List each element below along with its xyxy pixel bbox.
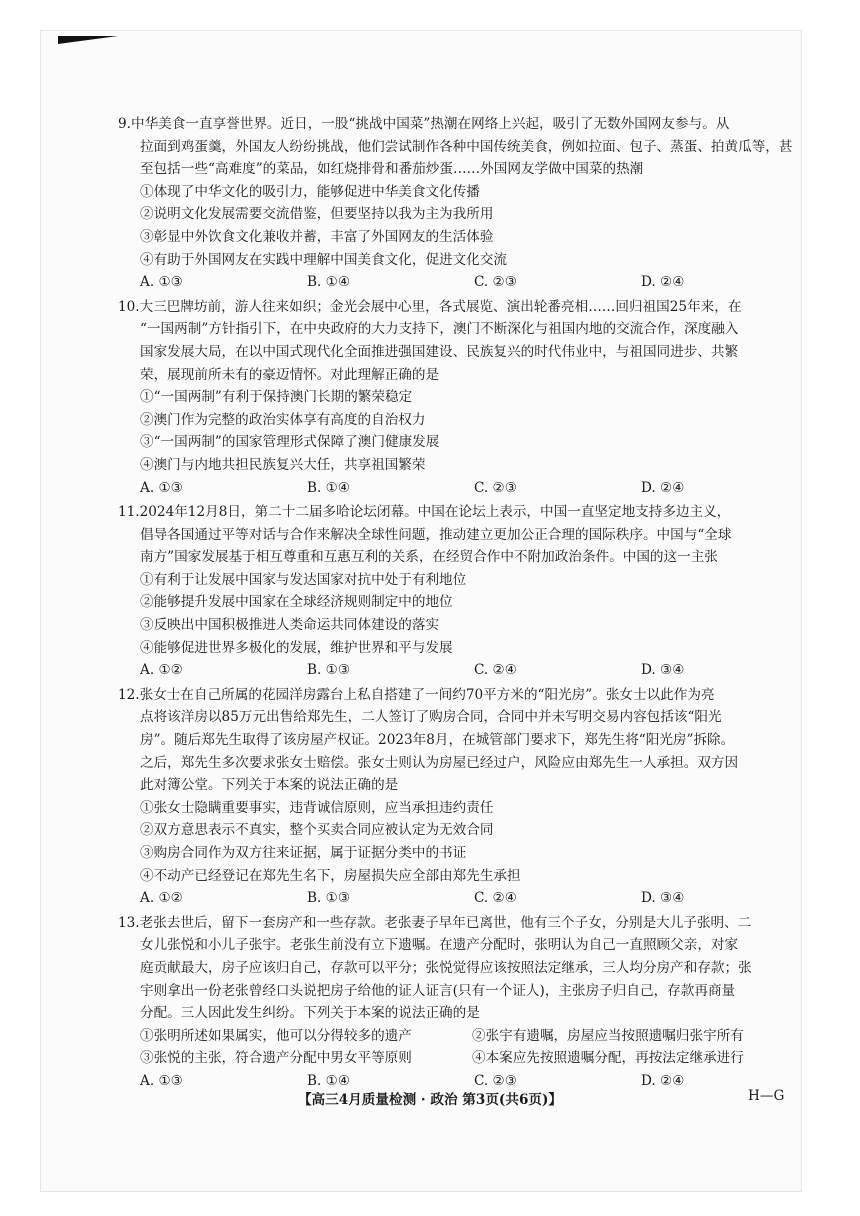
question-11 [118, 501, 808, 682]
choice-d: D. ②④ [641, 479, 685, 496]
option-2: ②双方意思表示不真实，整个买卖合同应被认定为无效合同 [140, 822, 494, 839]
answer-choices [118, 271, 808, 294]
question-12 [118, 684, 808, 910]
stem-line: “一国两制”方针指引下，在中央政府的大力支持下，澳门不断深化与祖国内地的交流合作，深度融入 [140, 321, 739, 338]
stem-line: 荣，展现前所未有的豪迈情怀。对此理解正确的是 [140, 366, 440, 383]
stem-line: 点将该洋房以85万元出售给郑先生，二人签订了购房合同，合同中并未写明交易内容包括该“阳光 [140, 709, 722, 726]
option-3: ③购房合同作为双方往来证据，属于证据分类中的书证 [140, 845, 467, 861]
option-4: ④澳门与内地共担民族复兴大任，共享祖国繁荣 [140, 456, 426, 473]
question-stem: 13.老张去世后，留下一套房产和一些存款。老张妻子早年已离世，他有三个子女，分别是大儿子张明、二 [118, 914, 752, 931]
choice-a: A. ①③ [140, 479, 183, 496]
choice-c: C. ②③ [474, 479, 517, 496]
option-4: ④本案应先按照遗嘱分配，再按法定继承进行 [472, 1050, 744, 1067]
option-4: ④有助于外国网友在实践中理解中国美食文化，促进文化交流 [140, 251, 508, 268]
answer-choices [118, 887, 808, 910]
answer-choices [118, 659, 808, 682]
stem-line: 之后，郑先生多次要求张女士赔偿。张女士则认为房屋已经过户，风险应由郑先生一人承担。双方因 [140, 754, 739, 771]
stem-line: 倡导各国通过平等对话与合作来解决全球性问题，推动建立更加公正合理的国际秩序。中国与“全球 [140, 526, 732, 543]
paper-code: H—G [748, 1088, 785, 1104]
option-4: ④能够促进世界多极化的发展，维护世界和平与发展 [140, 639, 453, 656]
option-row [118, 1025, 808, 1048]
option-2: ②澳门作为完整的政治实体享有高度的自治权力 [140, 411, 426, 428]
option-3: ③彰显中外饮食文化兼收并蓄，丰富了外国网友的生活体验 [140, 228, 494, 245]
choice-a: A. ①② [140, 890, 183, 907]
option-3: ③“一国两制”的国家管理形式保障了澳门健康发展 [140, 434, 440, 451]
option-2: ②张宇有遗嘱，房屋应当按照遗嘱归张宇所有 [472, 1027, 744, 1044]
option-1: ①张明所述如果属实，他可以分得较多的遗产 [140, 1027, 412, 1044]
question-stem: 9.中华美食一直享誉世界。近日，一股“挑战中国菜”热潮在网络上兴起，吸引了无数外国网友参与。从 [118, 116, 730, 132]
choice-a: A. ①③ [140, 1072, 183, 1089]
corner-mark [58, 36, 118, 52]
stem-line: 拉面到鸡蛋羹，外国友人纷纷挑战，他们尝试制作各种中国传统美食，例如拉面、包子、蒸蛋、拍黄瓜等，甚 [140, 138, 793, 155]
option-4: ④不动产已经登记在郑先生名下，房屋损失应全部由郑先生承担 [140, 867, 521, 884]
question-stem: 11.2024年12月8日，第二十二届多哈论坛闭幕。中国在论坛上表示，中国一直坚定地支持多边主义， [118, 504, 731, 521]
choice-b: B. ①④ [307, 1072, 351, 1089]
question-stem: 12.张女士在自己所属的花园洋房露台上私自搭建了一间约70平方米的“阳光房”。张女士以此作为亮 [118, 686, 715, 703]
option-1: ①张女士隐瞒重要事实，违背诚信原则，应当承担违约责任 [140, 799, 494, 816]
choice-d: D. ③④ [641, 890, 685, 907]
choice-c: C. ②③ [474, 1072, 517, 1089]
stem-line: 国家发展大局，在以中国式现代化全面推进强国建设、民族复兴的时代伟业中，与祖国同进步、共繁 [140, 343, 739, 360]
stem-line: 分配。三人因此发生纠纷。下列关于本案的说法正确的是 [140, 1005, 480, 1022]
choice-a: A. ①② [140, 662, 183, 679]
question-9 [118, 113, 808, 294]
choice-c: C. ②④ [474, 662, 517, 679]
option-3: ③反映出中国积极推进人类命运共同体建设的落实 [140, 617, 440, 634]
option-1: ①“一国两制”有利于保持澳门长期的繁荣稳定 [140, 389, 413, 406]
question-10 [118, 296, 808, 499]
stem-line: 至包括一些“高难度”的菜品，如红烧排骨和番茄炒蛋……外国网友学做中国菜的热潮 [140, 161, 644, 178]
choice-b: B. ①④ [307, 274, 351, 291]
choice-b: B. ①③ [307, 890, 351, 907]
choice-c: C. ②③ [474, 274, 517, 291]
stem-line: 房”。随后郑先生取得了该房屋产权证。2023年8月，在城管部门要求下，郑先生将“阳光房”拆除。 [140, 732, 735, 749]
option-2: ②能够提升发展中国家在全球经济规则制定中的地位 [140, 594, 453, 611]
stem-line: 女儿张悦和小儿子张宇。老张生前没有立下遗嘱。在遗产分配时，张明认为自己一直照顾父亲，对家 [140, 937, 739, 954]
stem-line: 宇则拿出一份老张曾经口头说把房子给他的证人证言(只有一个证人)，主张房子归自己，存款再商量 [140, 982, 736, 999]
option-row [118, 1047, 808, 1070]
stem-line: 此对簿公堂。下列关于本案的说法正确的是 [140, 777, 399, 794]
page-footer: 【高三4月质量检测 · 政治 第3页(共6页)】 [297, 1092, 563, 1108]
question-13 [118, 912, 808, 1093]
stem-line: 南方”国家发展基于相互尊重和互惠互利的关系，在经贸合作中不附加政治条件。中国的这一主张 [140, 549, 718, 566]
answer-choices [118, 477, 808, 500]
choice-b: B. ①④ [307, 479, 351, 496]
choice-c: C. ②④ [474, 890, 517, 907]
stem-line: 庭贡献最大，房子应该归自己，存款可以平分；张悦觉得应该按照法定继承，三人均分房产和存款；张 [140, 959, 752, 976]
option-2: ②说明文化发展需要交流借鉴，但要坚持以我为主为我所用 [140, 206, 494, 223]
question-stem: 10.大三巴牌坊前，游人往来如织；金光会展中心里，各式展览、演出轮番亮相……回归祖国25年来，在 [118, 298, 742, 315]
question-list [118, 113, 808, 1095]
choice-b: B. ①③ [307, 662, 351, 679]
choice-d: D. ②④ [641, 274, 685, 291]
choice-d: D. ②④ [641, 1072, 685, 1089]
choice-a: A. ①③ [140, 274, 183, 291]
option-1: ①有利于让发展中国家与发达国家对抗中处于有利地位 [140, 571, 467, 588]
option-3: ③张悦的主张，符合遗产分配中男女平等原则 [140, 1050, 412, 1067]
option-1: ①体现了中华文化的吸引力，能够促进中华美食文化传播 [140, 183, 480, 200]
choice-d: D. ③④ [641, 662, 685, 679]
